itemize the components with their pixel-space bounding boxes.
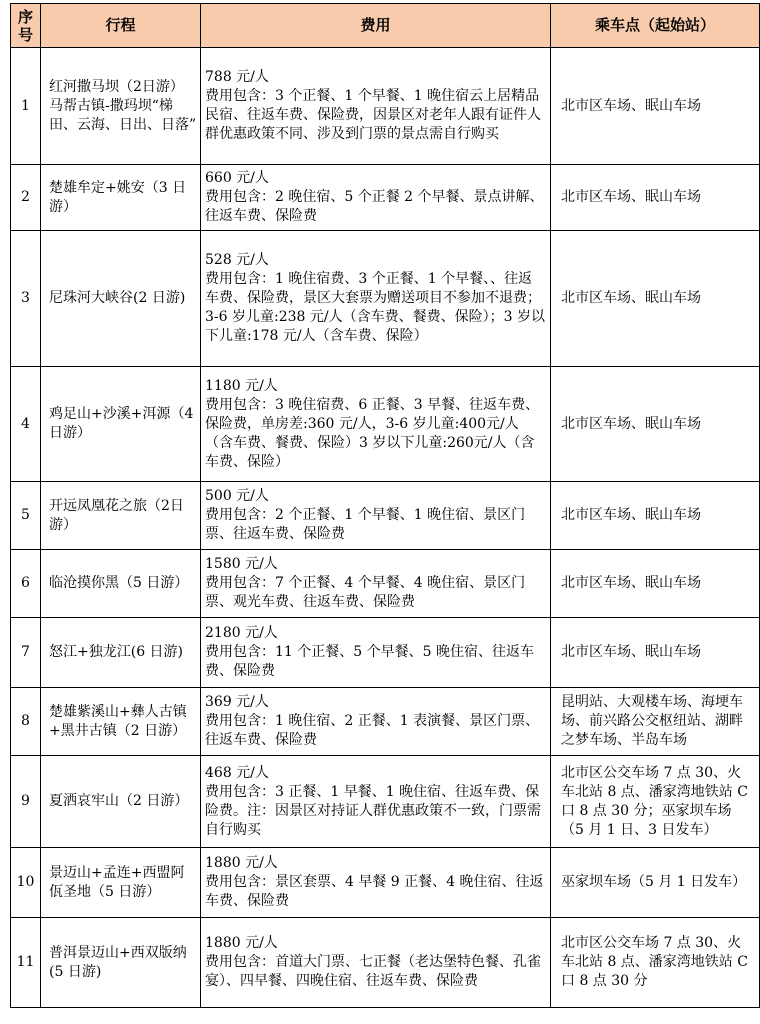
row-detail: 费用包含：1 晚住宿、2 正餐、1 表演餐、景区门票、往返车费、保险费 [205, 713, 540, 748]
row-seq: 4 [11, 367, 41, 482]
row-cost [201, 688, 551, 756]
row-route: 怒江+独龙江(6 日游) [41, 618, 201, 688]
row-stop: 北市区公交车场 7 点 30、火车北站 8 点、潘家湾地铁站 C 口 8 点 30 分；巫家坝车场（5 月 1 日、3 日发车） [551, 756, 760, 848]
row-detail: 费用包含：11 个正餐、5 个早餐、5 晚住宿、往返车费、保险费 [205, 644, 534, 679]
row-route: 景迈山+孟连+西盟阿佤圣地（5 日游） [41, 848, 201, 918]
row-price: 468 元/人 [205, 764, 269, 781]
row-stop: 北市区车场、眠山车场 [551, 231, 760, 367]
table-row [11, 756, 760, 848]
row-cost [201, 48, 551, 165]
row-seq: 2 [11, 165, 41, 231]
row-detail: 费用包含：3 晚住宿费、6 正餐、3 早餐、往返车费、保险费，单房差:360 元/人，3-6 岁儿童:400元/人（含车费、餐费、保险）3 岁以下儿童:260元/人（含车费、保险） [205, 396, 540, 470]
row-price: 1180 元/人 [205, 377, 278, 394]
row-seq: 9 [11, 756, 41, 848]
table-row [11, 367, 760, 482]
row-stop: 北市区车场、眠山车场 [551, 550, 760, 618]
row-cost [201, 618, 551, 688]
row-price: 2180 元/人 [205, 625, 278, 641]
row-seq: 8 [11, 688, 41, 756]
row-cost [201, 550, 551, 618]
row-price: 1580 元/人 [205, 556, 278, 572]
row-stop: 昆明站、大观楼车场、海埂车场、前兴路公交枢纽站、湖畔之梦车场、半岛车场 [551, 688, 760, 756]
row-seq: 11 [11, 918, 41, 1008]
table-row [11, 550, 760, 618]
row-cost [201, 482, 551, 550]
row-cost [201, 848, 551, 918]
row-route: 楚雄紫溪山+彝人古镇+黑井古镇（2 日游） [41, 688, 201, 756]
table-row [11, 231, 760, 367]
row-detail: 费用包含：2 个正餐、1 个早餐、1 晚住宿、景区门票、往返车费、保险费 [205, 507, 526, 542]
row-route: 夏洒哀牢山（2 日游） [41, 756, 201, 848]
row-stop: 北市区车场、眠山车场 [551, 48, 760, 165]
row-detail: 费用包含：7 个正餐、4 个早餐、4 晚住宿、景区门票、观光车费、往返车费、保险费 [205, 575, 526, 610]
table-row [11, 848, 760, 918]
table-row [11, 688, 760, 756]
row-cost [201, 165, 551, 231]
row-route: 临沧摸你黑（5 日游） [41, 550, 201, 618]
table-row [11, 618, 760, 688]
row-detail: 费用包含：2 晚住宿、5 个正餐 2 个早餐、景点讲解、往返车费、保险费 [205, 189, 544, 224]
row-seq: 6 [11, 550, 41, 618]
row-price: 1880 元/人 [205, 855, 278, 871]
row-price: 788 元/人 [205, 69, 269, 85]
header-stop: 乘车点（起始站） [551, 4, 760, 48]
row-price: 660 元/人 [205, 170, 269, 186]
row-detail: 费用包含：3 个正餐、1 个早餐、1 晚住宿云上居精品民宿、往返车费、保险费，因景区对老年人跟有证件人群优惠政策不同、涉及到门票的景点需自行购买 [205, 88, 541, 142]
row-cost [201, 367, 551, 482]
row-stop: 北市区车场、眠山车场 [551, 165, 760, 231]
row-detail: 费用包含：首道大门票、七正餐（老达堡特色餐、孔雀宴）、四早餐、四晚住宿、往返车费、保险费 [205, 954, 541, 989]
row-cost [201, 918, 551, 1008]
row-cost [201, 231, 551, 367]
row-cost [201, 756, 551, 848]
row-route: 尼珠河大峡谷(2 日游) [41, 231, 201, 367]
row-route: 鸡足山+沙溪+洱源（4 日游） [41, 367, 201, 482]
row-price: 528 元/人 [205, 252, 269, 268]
row-detail: 费用包含：1 晚住宿费、3 个正餐、1 个早餐、、往返车费、保险费，景区大套票为赠送项目不参加不退费；3-6 岁儿童:238 元/人（含车费、餐费、保险）；3 岁以下儿童:178 元/人（含车费、保险） [205, 271, 545, 344]
table-header-row [11, 4, 760, 48]
row-seq: 10 [11, 848, 41, 918]
header-route: 行程 [41, 4, 201, 48]
header-cost: 费用 [201, 4, 551, 48]
row-stop: 北市区公交车场 7 点 30、火车北站 8 点、潘家湾地铁站 C 口 8 点 30 分 [551, 918, 760, 1008]
row-seq: 5 [11, 482, 41, 550]
header-seq: 序号 [11, 4, 41, 48]
row-seq: 7 [11, 618, 41, 688]
row-price: 500 元/人 [205, 488, 269, 504]
row-stop: 北市区车场、眠山车场 [551, 618, 760, 688]
table-row [11, 48, 760, 165]
row-route: 楚雄牟定+姚安（3 日游） [41, 165, 201, 231]
row-detail: 费用包含：景区套票、4 早餐 9 正餐、4 晚住宿、往返车费、保险费 [205, 874, 544, 909]
row-route: 普洱景迈山+西双版纳(5 日游) [41, 918, 201, 1008]
row-route: 红河撒马坝（2日游）马帮古镇-撒玛坝“梯田、云海、日出、日落” [41, 48, 201, 165]
row-stop: 巫家坝车场（5 月 1 日发车） [551, 848, 760, 918]
row-route: 开远凤凰花之旅（2日游） [41, 482, 201, 550]
table-row [11, 165, 760, 231]
table-row [11, 918, 760, 1008]
itinerary-table [10, 3, 760, 1008]
row-seq: 3 [11, 231, 41, 367]
row-stop: 北市区车场、眠山车场 [551, 367, 760, 482]
row-detail: 费用包含：3 正餐、1 早餐、1 晚住宿、往返车费、保险费。注：因景区对持证人群优惠政策不一致，门票需自行购买 [205, 783, 541, 838]
row-stop: 北市区车场、眠山车场 [551, 482, 760, 550]
row-price: 1880 元/人 [205, 935, 278, 951]
row-seq: 1 [11, 48, 41, 165]
row-price: 369 元/人 [205, 694, 269, 710]
table-row [11, 482, 760, 550]
